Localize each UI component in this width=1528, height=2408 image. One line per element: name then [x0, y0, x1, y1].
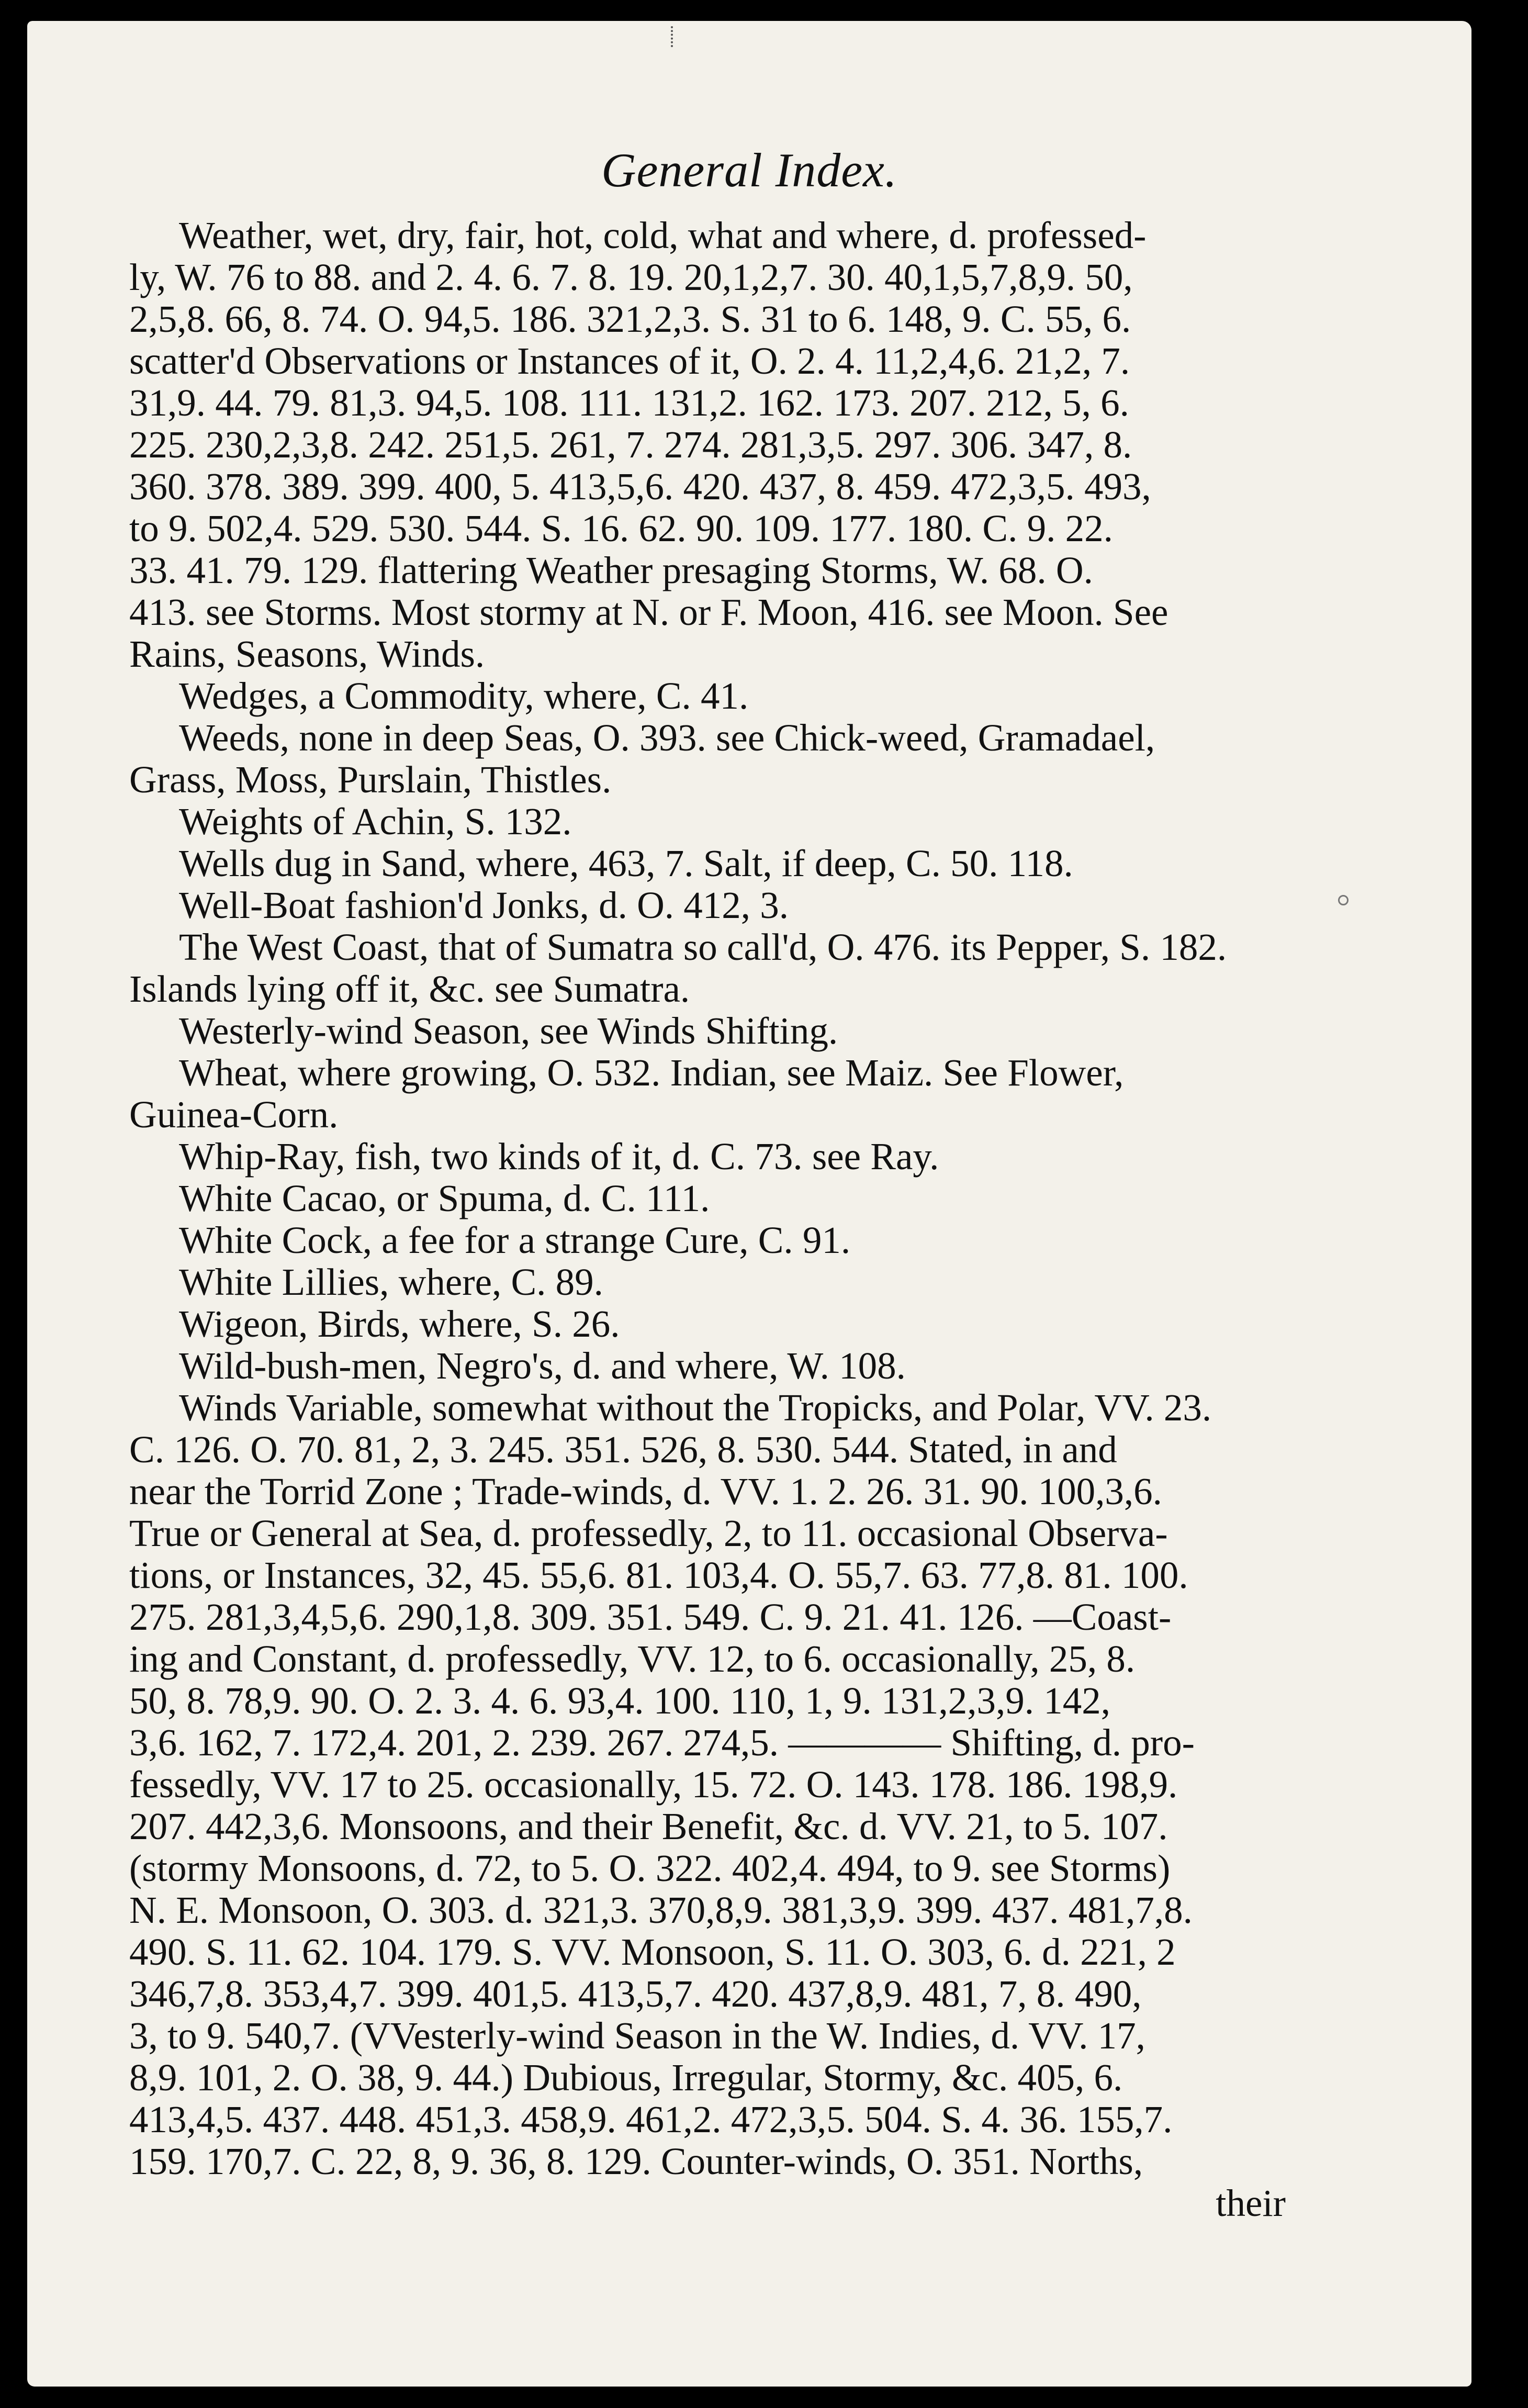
index-line: Wells dug in Sand, where, 463, 7. Salt, if deep, C. 50. 118. [179, 843, 1073, 884]
index-line: Wheat, where growing, O. 532. Indian, see Maiz. See Flower, [179, 1052, 1124, 1094]
index-line: 159. 170,7. C. 22, 8, 9. 36, 8. 129. Counter-winds, O. 351. Norths, [129, 2141, 1143, 2182]
index-line: 3,6. 162, 7. 172,4. 201, 2. 239. 267. 274,5. ———— Shifting, d. pro- [129, 1722, 1195, 1764]
index-text-block [129, 215, 1286, 2224]
index-line: 275. 281,3,4,5,6. 290,1,8. 309. 351. 549. C. 9. 21. 41. 126. —Coast- [129, 1596, 1172, 1638]
index-line: ing and Constant, d. professedly, VV. 12, to 6. occasionally, 25, 8. [129, 1638, 1136, 1680]
index-line: scatter'd Observations or Instances of it, O. 2. 4. 11,2,4,6. 21,2, 7. [129, 340, 1130, 382]
index-line: 490. S. 11. 62. 104. 179. S. VV. Monsoon, S. 11. O. 303, 6. d. 221, 2 [129, 1931, 1176, 1973]
index-line: (stormy Monsoons, d. 72, to 5. O. 322. 402,4. 494, to 9. see Storms) [129, 1847, 1171, 1889]
index-line: 207. 442,3,6. Monsoons, and their Benefit, &c. d. VV. 21, to 5. 107. [129, 1806, 1168, 1847]
index-line: Islands lying off it, &c. see Sumatra. [129, 968, 690, 1010]
index-line: Westerly-wind Season, see Winds Shifting. [179, 1010, 838, 1052]
index-line: to 9. 502,4. 529. 530. 544. S. 16. 62. 90. 109. 177. 180. C. 9. 22. [129, 508, 1113, 550]
catchword: their [1216, 2182, 1286, 2224]
index-line: Weather, wet, dry, fair, hot, cold, what and where, d. professed- [179, 215, 1147, 256]
index-line: White Cock, a fee for a strange Cure, C. 91. [179, 1219, 851, 1261]
index-line: True or General at Sea, d. professedly, 2, to 11. occasional Observa- [129, 1513, 1168, 1554]
index-line: 33. 41. 79. 129. flattering Weather presaging Storms, W. 68. O. [129, 550, 1093, 591]
index-line: N. E. Monsoon, O. 303. d. 321,3. 370,8,9. 381,3,9. 399. 437. 481,7,8. [129, 1889, 1193, 1931]
index-line: Wedges, a Commodity, where, C. 41. [179, 675, 749, 717]
index-line: The West Coast, that of Sumatra so call'd, O. 476. its Pepper, S. 182. [179, 926, 1227, 968]
index-line: 225. 230,2,3,8. 242. 251,5. 261, 7. 274. 281,3,5. 297. 306. 347, 8. [129, 424, 1132, 466]
index-line: Whip-Ray, fish, two kinds of it, d. C. 73. see Ray. [179, 1136, 939, 1178]
index-line: ly, W. 76 to 88. and 2. 4. 6. 7. 8. 19. 20,1,2,7. 30. 40,1,5,7,8,9. 50, [129, 256, 1133, 298]
index-line: Guinea-Corn. [129, 1094, 339, 1136]
index-line: White Cacao, or Spuma, d. C. 111. [179, 1178, 710, 1219]
index-line: Well-Boat fashion'd Jonks, d. O. 412, 3. [179, 884, 789, 926]
index-line: Rains, Seasons, Winds. [129, 633, 485, 675]
index-line: Wigeon, Birds, where, S. 26. [179, 1303, 620, 1345]
index-line: 360. 378. 389. 399. 400, 5. 413,5,6. 420. 437, 8. 459. 472,3,5. 493, [129, 466, 1151, 508]
index-page [27, 21, 1471, 2387]
index-line: 413. see Storms. Most stormy at N. or F. Moon, 416. see Moon. See [129, 591, 1169, 633]
index-line: Wild-bush-men, Negro's, d. and where, W. 108. [179, 1345, 906, 1387]
index-line: 413,4,5. 437. 448. 451,3. 458,9. 461,2. 472,3,5. 504. S. 4. 36. 155,7. [129, 2099, 1173, 2141]
paper-blemish [1338, 895, 1349, 905]
index-line: 50, 8. 78,9. 90. O. 2. 3. 4. 6. 93,4. 100. 110, 1, 9. 131,2,3,9. 142, [129, 1680, 1111, 1722]
index-line: 346,7,8. 353,4,7. 399. 401,5. 413,5,7. 420. 437,8,9. 481, 7, 8. 490, [129, 1973, 1142, 2015]
index-line: 2,5,8. 66, 8. 74. O. 94,5. 186. 321,2,3. S. 31 to 6. 148, 9. C. 55, 6. [129, 298, 1131, 340]
index-line: C. 126. O. 70. 81, 2, 3. 245. 351. 526, 8. 530. 544. Stated, in and [129, 1429, 1117, 1471]
index-line: Weights of Achin, S. 132. [179, 801, 572, 843]
index-line: fessedly, VV. 17 to 25. occasionally, 15. 72. O. 143. 178. 186. 198,9. [129, 1764, 1178, 1806]
index-line: 3, to 9. 540,7. (VVesterly-wind Season in the W. Indies, d. VV. 17, [129, 2015, 1145, 2057]
index-line: 8,9. 101, 2. O. 38, 9. 44.) Dubious, Irregular, Stormy, &c. 405, 6. [129, 2057, 1123, 2099]
index-line: Grass, Moss, Purslain, Thistles. [129, 759, 612, 801]
page-top-mark [671, 26, 679, 47]
index-line: Winds Variable, somewhat without the Tropicks, and Polar, VV. 23. [179, 1387, 1212, 1429]
page-title: General Index. [601, 143, 897, 197]
index-line: tions, or Instances, 32, 45. 55,6. 81. 103,4. O. 55,7. 63. 77,8. 81. 100. [129, 1554, 1188, 1596]
index-line: 31,9. 44. 79. 81,3. 94,5. 108. 111. 131,2. 162. 173. 207. 212, 5, 6. [129, 382, 1129, 424]
index-line: White Lillies, where, C. 89. [179, 1261, 603, 1303]
index-line: near the Torrid Zone ; Trade-winds, d. VV. 1. 2. 26. 31. 90. 100,3,6. [129, 1471, 1162, 1513]
index-line: Weeds, none in deep Seas, O. 393. see Chick-weed, Gramadael, [179, 717, 1155, 759]
